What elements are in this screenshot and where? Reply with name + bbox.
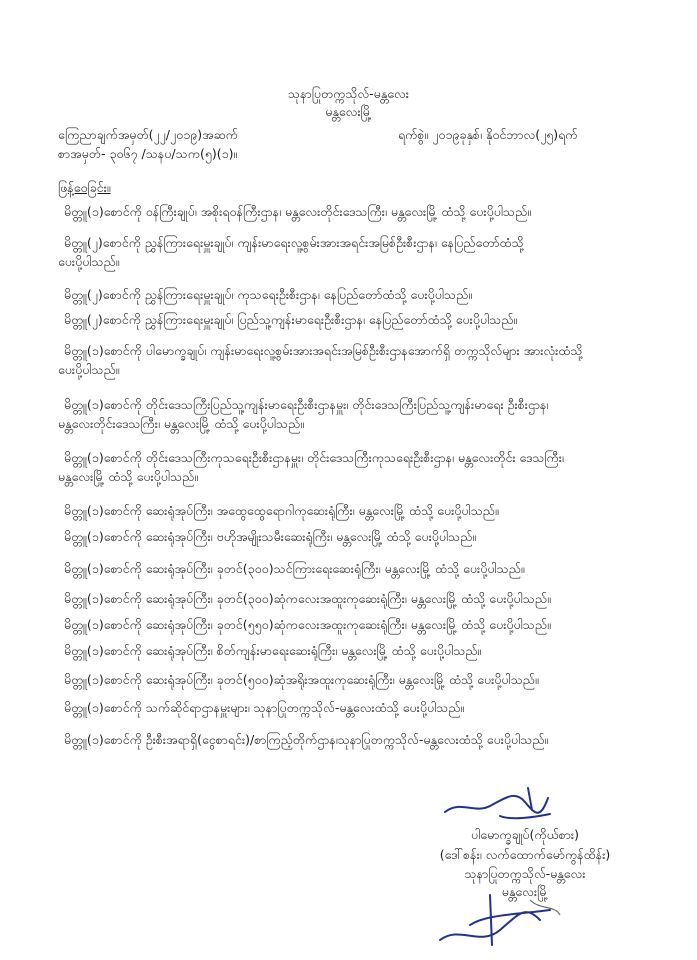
handwritten-signature xyxy=(440,780,570,830)
distribution-item: မိတ္တူ(၁)စောင်ကို ဆေးရုံအုပ်ကြီး၊ ဗဟိုအမျိုးသမီးဆေးရုံကြီး၊ မန္တလေးမြို့ ထံသို့ ပေးပို့ပါသည်။ xyxy=(64,529,477,544)
distribution-item: မိတ္တူ(၁)စောင်ကို ဆေးရုံအုပ်ကြီး၊ ခုတင်(၃၀၀)ဆုံကလေးအထူးကုဆေးရုံကြီး၊ မန္တလေးမြို့ ထံသို့ ပေးပို့ပါသည်။ xyxy=(64,591,551,606)
signatory-title: ပါမောက္ခချုပ်(ကိုယ်စား) xyxy=(471,827,579,842)
distribution-item: မိတ္တူ(၁)စောင်ကို သက်ဆိုင်ရာဌာနမှူးများ၊ သုနာပြုတက္ကသိုလ်-မန္တလေးထံသို့ ပေးပို့ပါသည်။ xyxy=(64,700,465,715)
distribution-item-continuation: ပေးပို့ပါသည်။ xyxy=(58,362,120,377)
letter-number: ကြေညာချက်အမှတ်(၂၂/၂၀၁၉)အဆက် xyxy=(58,127,238,142)
header-city: မန္တလေးမြို့ xyxy=(325,104,372,119)
distribution-item: မိတ္တူ(၁)စောင်ကို ဦးစီးအရာရှိ(ငွေစာရင်း)/စာကြည့်တိုက်ဌာန၊သုနာပြုတက္ကသိုလ်-မန္တလေးထံသို့ ပေးပို့ပါသည်။ xyxy=(64,732,549,747)
distribution-item-continuation: ပေးပို့ပါသည်။ xyxy=(58,254,120,269)
distribution-item: မိတ္တူ(၂)စောင်ကို ညွှန်ကြားရေးမှူးချုပ်၊ ပြည်သူ့ကျန်းမာရေးဦးစီးဌာန၊ နေပြည်တော်ထံသို့ ပေးပို့ပါသည်။ xyxy=(64,312,518,327)
distribution-heading: ဖြန့်ဝေခြင်း။ xyxy=(58,180,111,195)
distribution-item: မိတ္တူ(၁)စောင်ကို ဆေးရုံအုပ်ကြီး၊ ခုတင်(၃၀၀)သင်ကြားရေးဆေးရုံကြီး၊ မန္တလေးမြို့ ထံသို့ ပေးပို့ပါသည်။ xyxy=(64,561,525,576)
distribution-item: မိတ္တူ(၁)စောင်ကို ဆေးရုံအုပ်ကြီး၊ စိတ်ကျန်းမာရေးဆေးရုံကြီး၊ မန္တလေးမြို့ ထံသို့ ပေးပို့ပါသည်။ xyxy=(64,643,482,658)
signatory-name: (ဒေါ်စန်း၊ လက်ထောက်မော်ကွန်ထိန်း) xyxy=(439,847,611,862)
header-org: သုနာပြုတက္ကသိုလ်-မန္တလေး xyxy=(288,86,409,101)
distribution-item: မိတ္တူ(၁)စောင်ကို ဝန်ကြီးချုပ်၊ အစိုးရဝန်ကြီးဌာန၊ မန္တလေးတိုင်းဒေသကြီး၊ မန္တလေးမြို့ ထံသို့ ပေးပို့ပါသည်။ xyxy=(64,204,531,219)
distribution-item: မိတ္တူ(၁)စောင်ကို ဆေးရုံအုပ်ကြီး၊ ခုတင်(၅၅၀)ဆုံကလေးအထူးကုဆေးရုံကြီး၊ မန္တလေးမြို့ ထံသို့ ပေးပို့ပါသည်။ xyxy=(64,617,551,632)
distribution-item: မိတ္တူ(၁)စောင်ကို တိုင်းဒေသကြီးကုသရေးဦးစီးဌာနမှူး၊ တိုင်းဒေသကြီးကုသရေးဦးစီးဌာန၊ မန္တလေးတိုင်း ဒေသကြီး၊ xyxy=(64,450,564,465)
distribution-item-continuation: မန္တလေးတိုင်းဒေသကြီး၊ မန္တလေးမြို့ ထံသို့ ပေးပို့ပါသည်။ xyxy=(58,416,304,431)
distribution-item: မိတ္တူ(၂)စောင်ကို ညွှန်ကြားရေးမှူးချုပ်၊ ကျန်းမာရေးလူ့စွမ်းအားအရင်းအမြစ်ဦးစီးဌာန၊ နေပြည်တော်ထံသို့ xyxy=(64,235,524,250)
distribution-item: မိတ္တူ(၂)စောင်ကို ညွှန်ကြားရေးမှူးချုပ်၊ ကုသရေးဦးစီးဌာန၊ နေပြည်တော်ထံသို့ ပေးပို့ပါသည်။ xyxy=(64,287,472,302)
distribution-item: မိတ္တူ(၁)စောင်ကို ပါမောက္ခချုပ်၊ ကျန်းမာရေးလူ့စွမ်းအားအရင်းအမြစ်ဦးစီးဌာနအောက်ရှိ တက္ကသိုလ်များ အားလုံးထံသို့ xyxy=(64,343,583,358)
distribution-item: မိတ္တူ(၁)စောင်ကို ဆေးရုံအုပ်ကြီး၊ အထွေထွေရောဂါကုဆေးရုံကြီး၊ မန္တလေးမြို့ ထံသို့ ပေးပို့ပါသည်။ xyxy=(64,503,499,518)
file-number: စာအမှတ်- ၃၀၆၇ /သနပ/သက(၅)(၁)။ xyxy=(58,146,238,161)
signatory-city: မန္တလေးမြို့ xyxy=(501,884,549,899)
distribution-item: မိတ္တူ(၁)စောင်ကို တိုင်းဒေသကြီးပြည်သူ့ကျန်းမာရေးဦးစီးဌာနမှူး၊ တိုင်းဒေသကြီးပြည်သူ့ကျန်းမာရေး ဦးစီးဌာန၊ xyxy=(64,397,549,412)
distribution-item-continuation: မန္တလေးမြို့ ထံသို့ ပေးပို့ပါသည်။ xyxy=(58,469,199,484)
letter-date: ရက်စွဲ။ ၂၀၁၉ခုနှစ်၊ နိုဝင်ဘာလ(၂၅)ရက် xyxy=(398,127,578,142)
signatory-org: သုနာပြုတက္ကသိုလ်-မန္တလေး xyxy=(464,866,586,881)
distribution-item: မိတ္တူ(၁)စောင်ကို ဆေးရုံအုပ်ကြီး၊ ခုတင်(၅၀၀)ဆုံအရိုးအထူးကုဆေးရုံကြီး၊ မန္တလေးမြို့ ထံသို့ ပေးပို့ပါသည်။ xyxy=(64,672,539,687)
signature-scribble xyxy=(430,885,570,955)
